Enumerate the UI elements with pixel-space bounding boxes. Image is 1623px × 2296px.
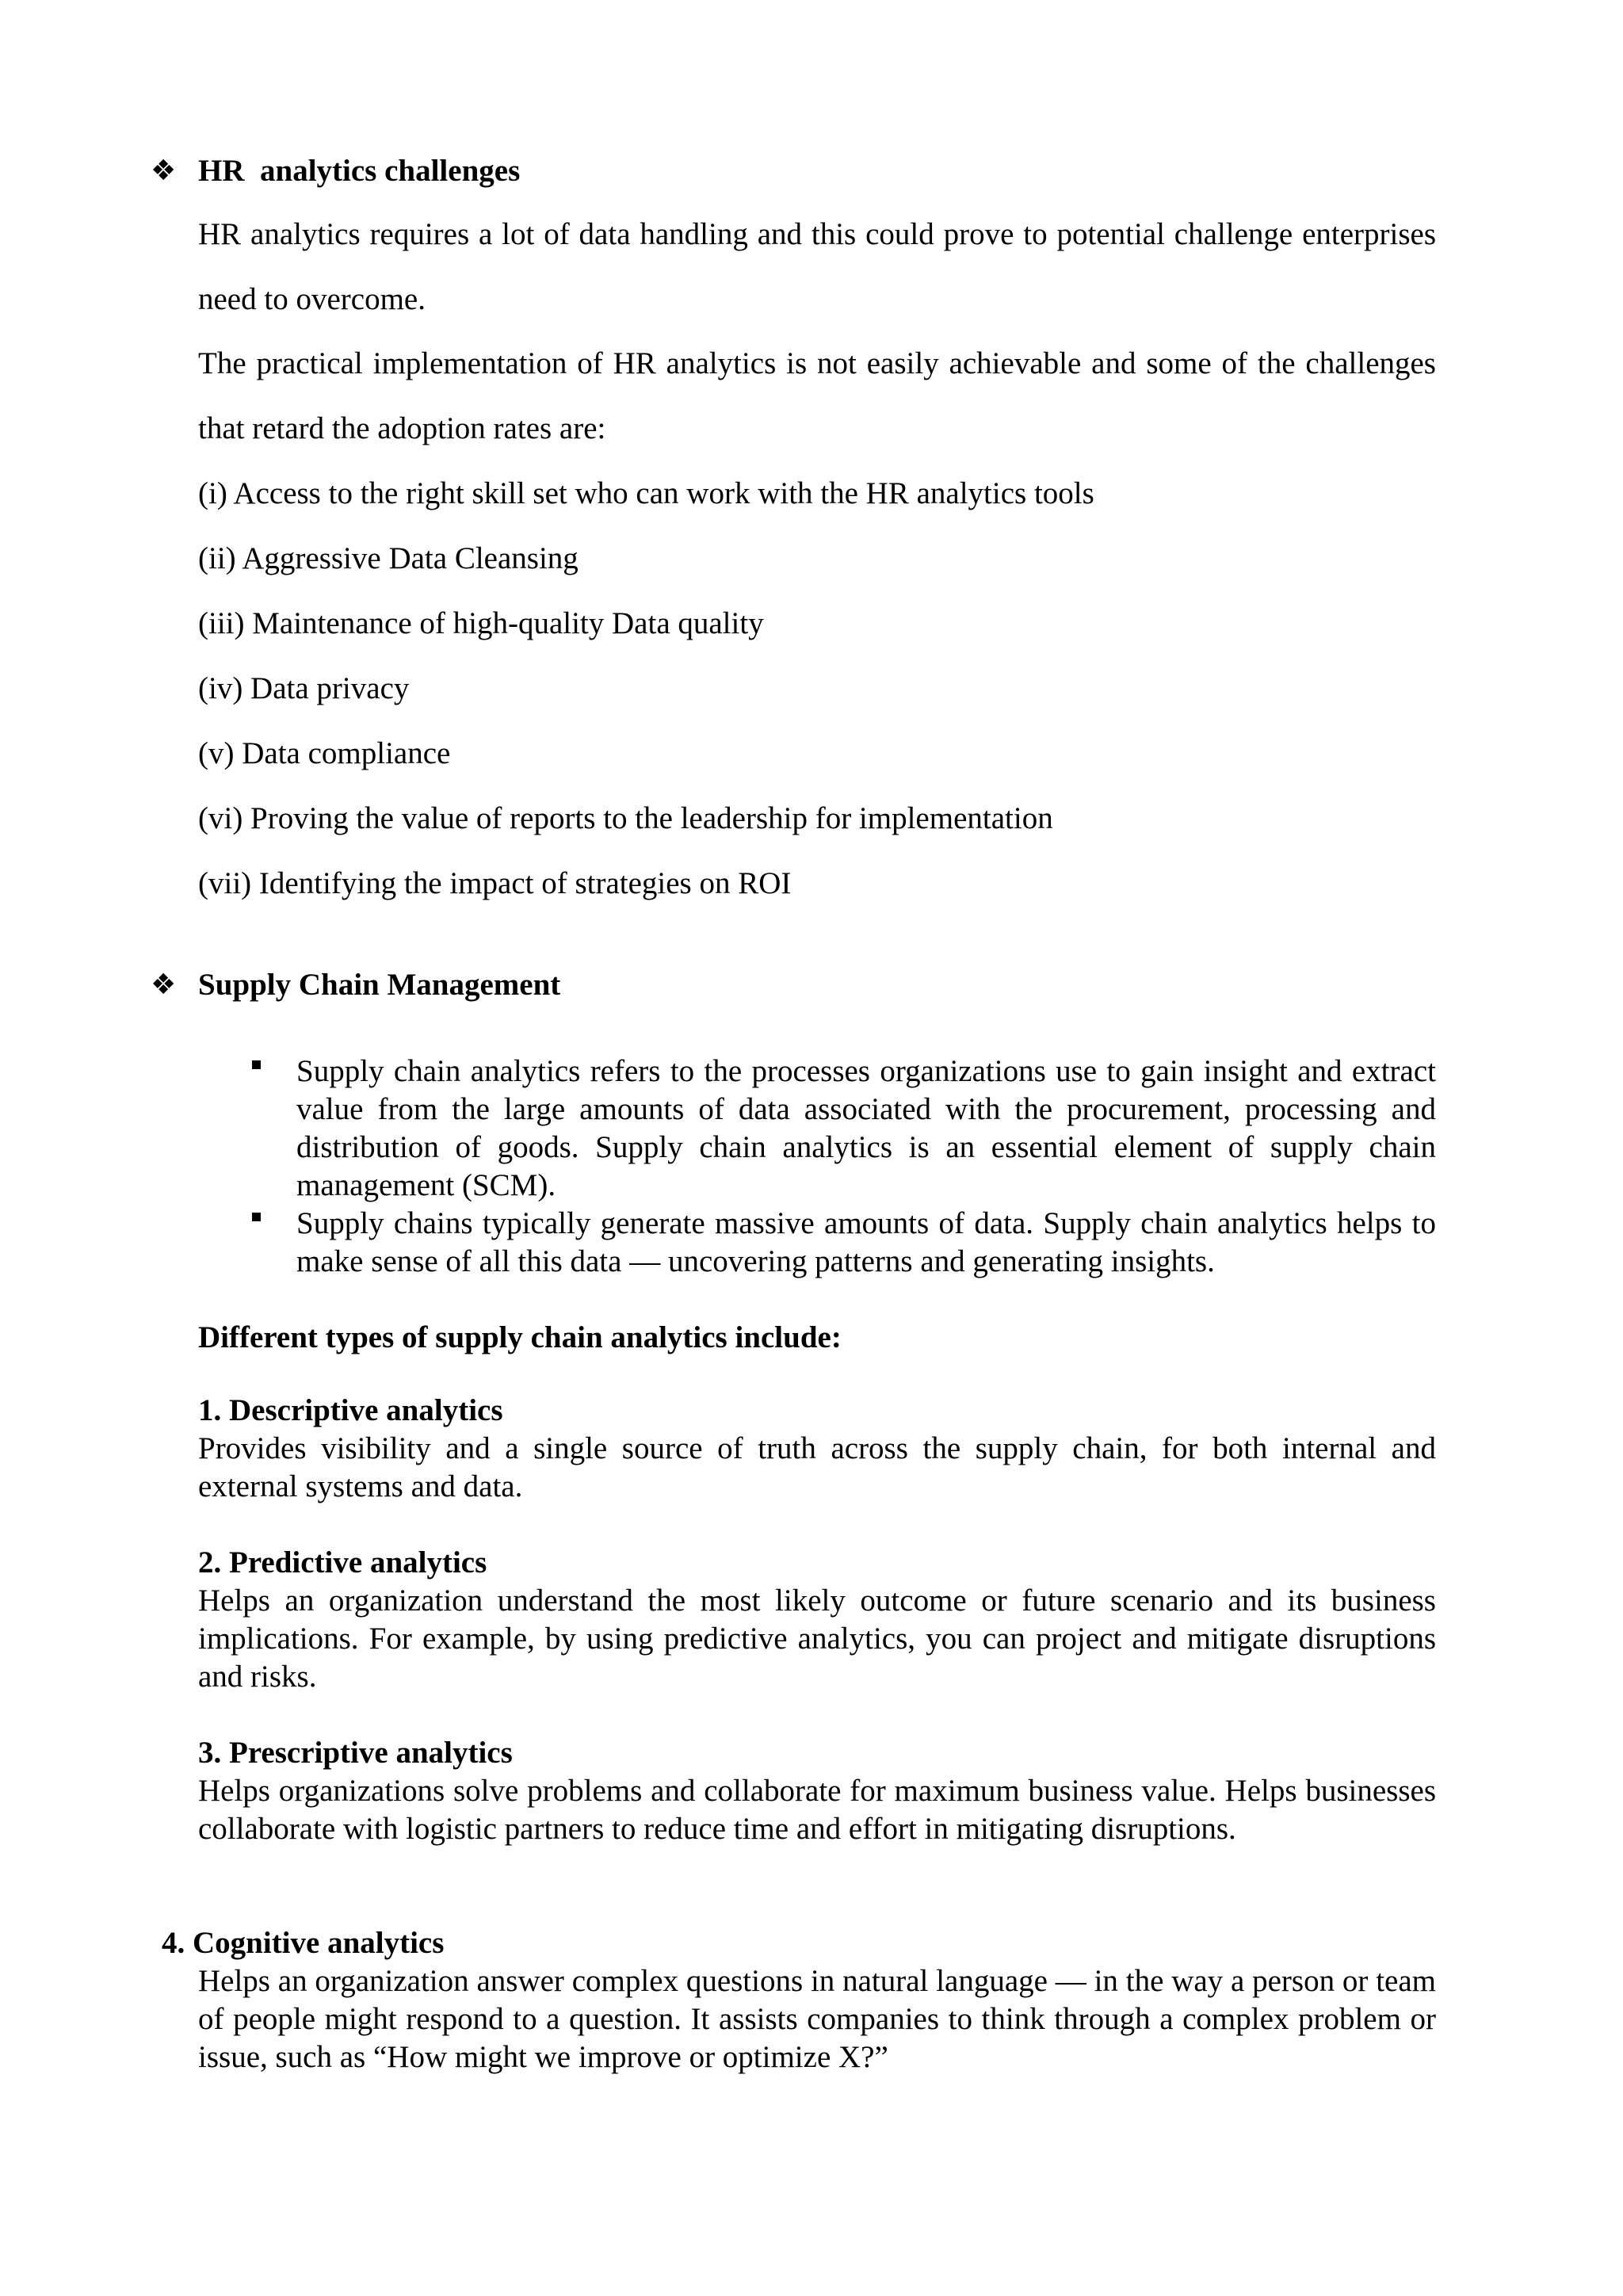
challenge-item: (iii) Maintenance of high-quality Data quality bbox=[198, 606, 764, 640]
analytics-type-description: Provides visibility and a single source of truth across the supply chain, for both internal and external systems and data. bbox=[198, 1431, 1436, 1503]
analytics-type-description: Helps an organization answer complex questions in natural language — in the way a person or team of people might respond to a question. It assists companies to think through a complex problem or issue, such as “How might we improve or optimize X?” bbox=[198, 1964, 1436, 2074]
analytics-type-title: 2. Predictive analytics bbox=[198, 1545, 487, 1580]
challenge-item: (i) Access to the right skill set who can work with the HR analytics tools bbox=[198, 476, 1094, 510]
hr-paragraph-2: The practical implementation of HR analytics is not easily achievable and some of the challenges that retard the adoption rates are: bbox=[198, 346, 1436, 445]
hr-section-heading: HR analytics challenges bbox=[198, 154, 521, 188]
challenge-item: (vii) Identifying the impact of strategies on ROI bbox=[198, 866, 792, 900]
square-bullet-icon bbox=[252, 1060, 261, 1069]
challenge-item: (ii) Aggressive Data Cleansing bbox=[198, 541, 579, 575]
challenge-item: (v) Data compliance bbox=[198, 736, 451, 770]
diamond-bullet-icon: ❖ bbox=[151, 155, 177, 187]
analytics-types-heading: Different types of supply chain analytics include: bbox=[198, 1320, 842, 1354]
analytics-type-title: 1. Descriptive analytics bbox=[198, 1393, 503, 1427]
challenge-item: (iv) Data privacy bbox=[198, 671, 410, 705]
analytics-type-title: 3. Prescriptive analytics bbox=[198, 1736, 513, 1770]
scm-section-heading: Supply Chain Management bbox=[198, 968, 561, 1002]
square-bullet-icon bbox=[252, 1213, 261, 1221]
diamond-bullet-icon: ❖ bbox=[151, 968, 177, 1001]
scm-bullet-text: Supply chain analytics refers to the processes organizations use to gain insight and extract value from the large amounts of data associated with the procurement, processing and distribution of goods. Supply chain analytics is an essential element of supply chain management (SCM). bbox=[296, 1054, 1436, 1202]
challenge-item: (vi) Proving the value of reports to the leadership for implementation bbox=[198, 801, 1053, 835]
hr-paragraph-1: HR analytics requires a lot of data handling and this could prove to potential challenge enterprises need to overcome. bbox=[198, 217, 1436, 316]
analytics-type-title: 4. Cognitive analytics bbox=[162, 1926, 445, 1960]
analytics-type-description: Helps organizations solve problems and collaborate for maximum business value. Helps businesses collaborate with logistic partners to reduce time and effort in mitigating disruptions. bbox=[198, 1774, 1436, 1846]
analytics-type-description: Helps an organization understand the most likely outcome or future scenario and its business implications. For example, by using predictive analytics, you can project and mitigate disruptions and risks. bbox=[198, 1584, 1436, 1694]
scm-bullet-text: Supply chains typically generate massive amounts of data. Supply chain analytics helps to make sense of all this data — uncovering patterns and generating insights. bbox=[296, 1206, 1436, 1278]
